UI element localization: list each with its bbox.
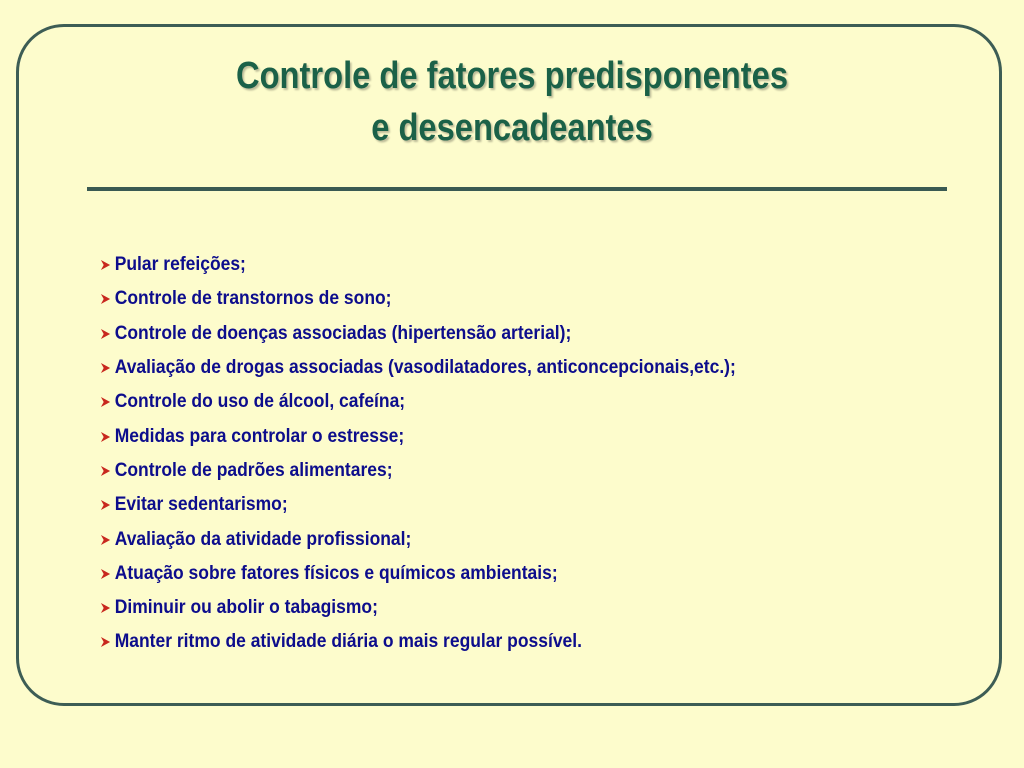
list-item bbox=[100, 454, 736, 488]
arrowhead-bullet-icon bbox=[100, 396, 113, 408]
list-item-text: Evitar sedentarismo; bbox=[114, 494, 288, 516]
title-line-2: e desencadeantes bbox=[371, 107, 653, 149]
list-item-text: Controle do uso de álcool, cafeína; bbox=[114, 391, 406, 413]
arrowhead-bullet-icon bbox=[100, 499, 113, 511]
list-item-text: Controle de padrões alimentares; bbox=[114, 459, 393, 481]
arrowhead-bullet-icon bbox=[100, 259, 113, 271]
list-item bbox=[100, 248, 736, 282]
list-item-text: Medidas para controlar o estresse; bbox=[114, 425, 405, 447]
arrowhead-bullet-icon bbox=[100, 534, 113, 546]
title-divider bbox=[87, 187, 947, 191]
slide-title bbox=[72, 50, 953, 154]
arrowhead-bullet-icon bbox=[100, 568, 113, 580]
list-item-text: Pular refeições; bbox=[114, 254, 246, 276]
list-item-text: Controle de doenças associadas (hipertensão arterial); bbox=[114, 322, 572, 344]
list-item bbox=[100, 625, 736, 659]
bullet-list bbox=[100, 248, 791, 660]
list-item bbox=[100, 488, 736, 522]
list-item-text: Manter ritmo de atividade diária o mais regular possível. bbox=[114, 631, 582, 653]
list-item bbox=[100, 557, 736, 591]
arrowhead-bullet-icon bbox=[100, 328, 113, 340]
list-item bbox=[100, 351, 736, 385]
arrowhead-bullet-icon bbox=[100, 602, 113, 614]
list-item bbox=[100, 385, 736, 419]
arrowhead-bullet-icon bbox=[100, 431, 113, 443]
list-item-text: Diminuir ou abolir o tabagismo; bbox=[114, 597, 378, 619]
arrowhead-bullet-icon bbox=[100, 636, 113, 648]
list-item bbox=[100, 591, 736, 625]
list-item bbox=[100, 282, 736, 316]
arrowhead-bullet-icon bbox=[100, 362, 113, 374]
list-item bbox=[100, 522, 736, 556]
arrowhead-bullet-icon bbox=[100, 293, 113, 305]
title-line-1: Controle de fatores predisponentes bbox=[235, 55, 789, 97]
list-item-text: Controle de transtornos de sono; bbox=[114, 288, 392, 310]
list-item-text: Avaliação da atividade profissional; bbox=[114, 528, 412, 550]
list-item bbox=[100, 419, 736, 453]
list-item bbox=[100, 317, 736, 351]
list-item-text: Avaliação de drogas associadas (vasodilatadores, anticoncepcionais,etc.); bbox=[114, 357, 736, 379]
arrowhead-bullet-icon bbox=[100, 465, 113, 477]
list-item-text: Atuação sobre fatores físicos e químicos ambientais; bbox=[114, 562, 558, 584]
